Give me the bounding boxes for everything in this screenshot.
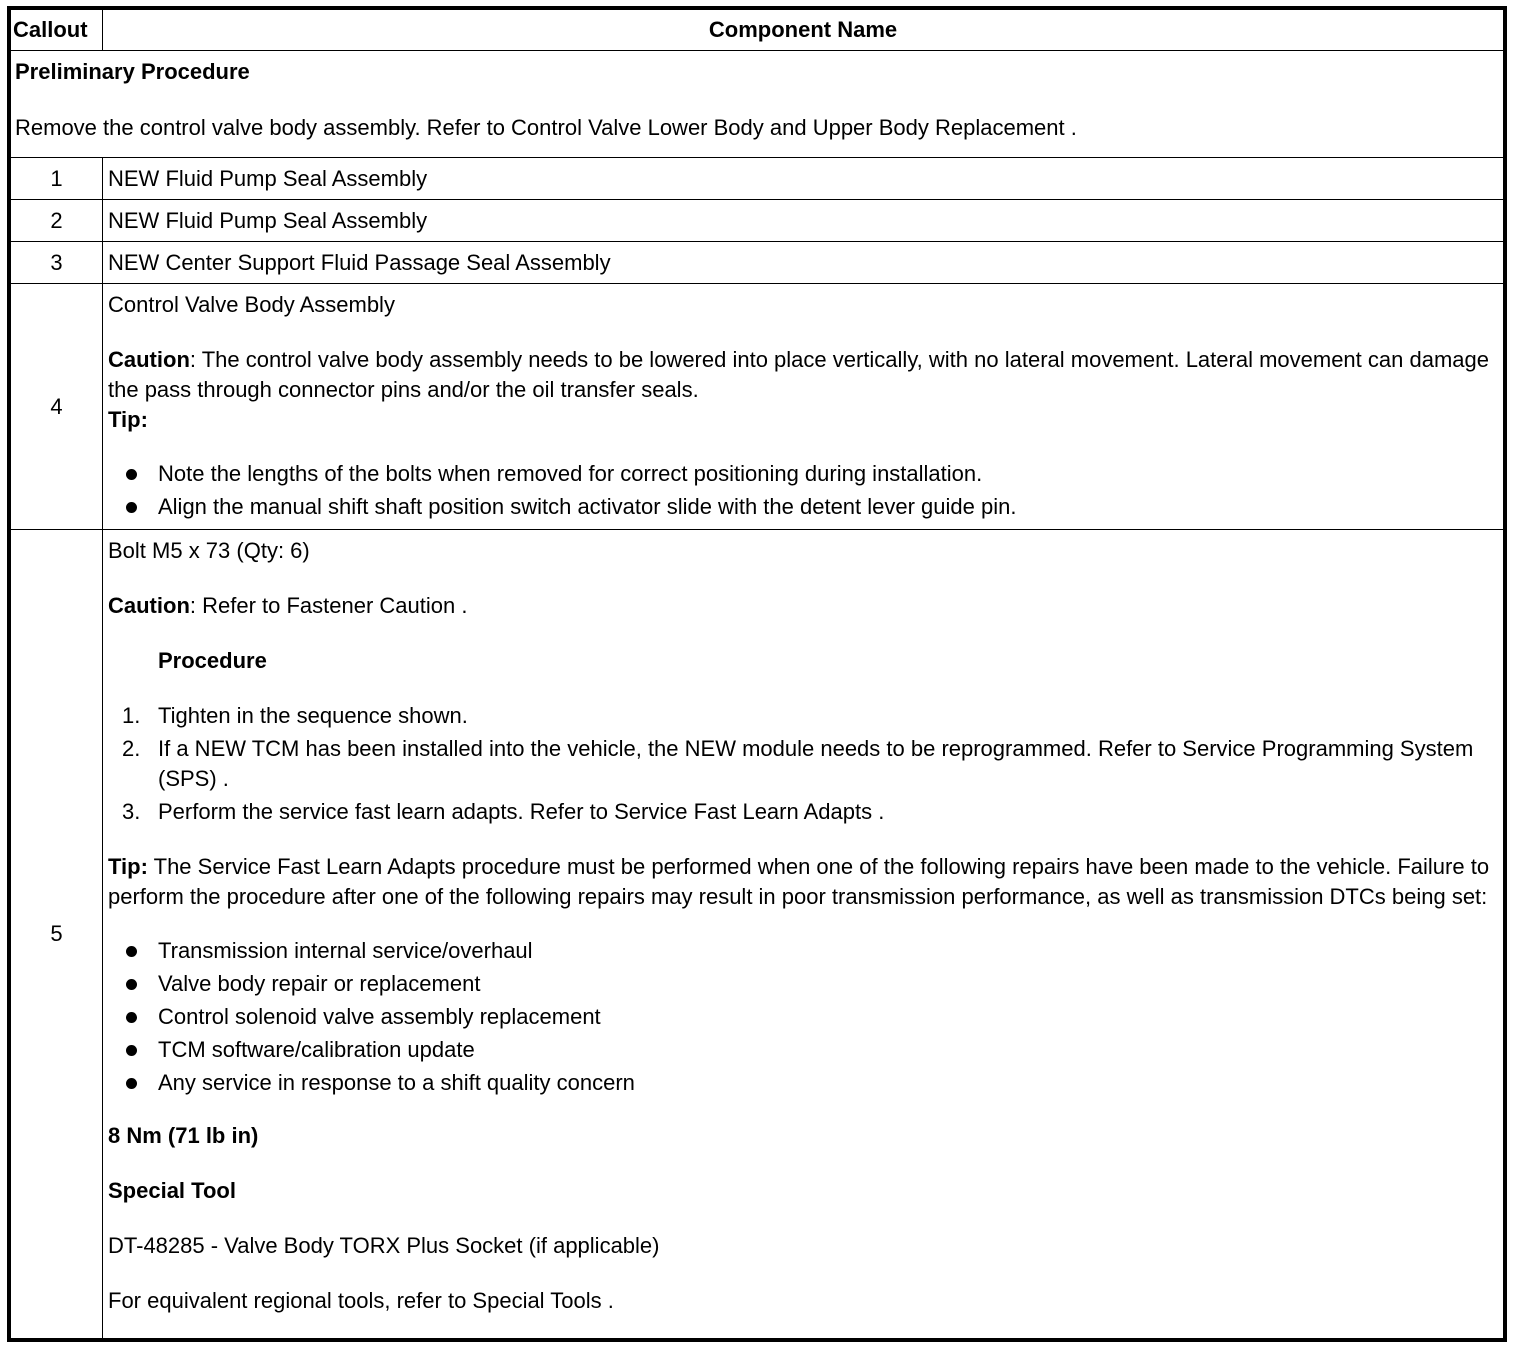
bullet-text: Transmission internal service/overhaul [158, 938, 533, 963]
component-name: NEW Center Support Fluid Passage Seal Assembly [103, 242, 1504, 284]
component-name: Control Valve Body Assembly [108, 292, 395, 317]
table-row [11, 158, 1504, 200]
caution-label: Caution [108, 593, 190, 618]
caution-label: Caution [108, 347, 190, 372]
bullet-icon [126, 1078, 137, 1089]
procedure-title: Procedure [158, 648, 267, 673]
list-item [108, 457, 1495, 490]
step-number: 2. [122, 736, 141, 761]
preliminary-row [11, 51, 1504, 158]
component-name: NEW Fluid Pump Seal Assembly [103, 200, 1504, 242]
step-number: 1. [122, 703, 141, 728]
step-number: 3. [122, 799, 141, 824]
callout-number: 2 [11, 200, 103, 242]
table-row [11, 284, 1504, 530]
step-text: If a NEW TCM has been installed into the vehicle, the NEW module needs to be reprogrammed. Refer to Service Programming System (SPS) . [158, 736, 1474, 791]
list-item [108, 734, 1495, 794]
bullet-text: TCM software/calibration update [158, 1037, 475, 1062]
table-row [11, 200, 1504, 242]
table-header-row [11, 10, 1504, 51]
list-item [108, 1066, 1495, 1099]
bullet-icon [126, 1045, 137, 1056]
bullet-icon [126, 1012, 137, 1023]
callout-number: 1 [11, 158, 103, 200]
bullet-icon [126, 946, 137, 957]
bullet-text: Control solenoid valve assembly replacement [158, 1004, 601, 1029]
table-row [11, 530, 1504, 1339]
caution-text: : Refer to Fastener Caution . [189, 593, 468, 618]
callout-number: 4 [11, 284, 103, 530]
tip-note [108, 852, 1495, 912]
tip-bullet-list [108, 457, 1495, 523]
component-table-frame [7, 6, 1507, 1342]
caution-note [108, 345, 1495, 405]
list-item [108, 934, 1495, 967]
table-row [11, 242, 1504, 284]
component-name-column-header: Component Name [103, 10, 1504, 51]
component-name: NEW Fluid Pump Seal Assembly [103, 158, 1504, 200]
repair-bullet-list [108, 934, 1495, 1099]
tip-label: Tip: [108, 854, 148, 879]
bullet-text: Align the manual shift shaft position switch activator slide with the detent lever guide pin. [158, 494, 1017, 519]
torque-spec: 8 Nm (71 lb in) [108, 1123, 259, 1148]
callout-column-header: Callout [11, 10, 103, 51]
equivalent-tools-note: For equivalent regional tools, refer to Special Tools . [108, 1288, 614, 1313]
bullet-text: Any service in response to a shift quality concern [158, 1070, 635, 1095]
callout-number: 5 [11, 530, 103, 1339]
procedure-steps [108, 701, 1495, 827]
preliminary-cell [11, 51, 1504, 158]
step-text: Perform the service fast learn adapts. Refer to Service Fast Learn Adapts . [158, 799, 885, 824]
list-item [108, 1033, 1495, 1066]
special-tool-text: DT-48285 - Valve Body TORX Plus Socket (if applicable) [108, 1233, 660, 1258]
preliminary-text: Remove the control valve body assembly. Refer to Control Valve Lower Body and Upper Body Replacement . [15, 115, 1077, 140]
bullet-icon [126, 502, 137, 513]
list-item [108, 490, 1495, 523]
bullet-text: Note the lengths of the bolts when removed for correct positioning during installation. [158, 461, 983, 486]
list-item [108, 797, 1495, 827]
callout-number: 3 [11, 242, 103, 284]
component-name: Bolt M5 x 73 (Qty: 6) [108, 538, 310, 563]
special-tool-title: Special Tool [108, 1178, 236, 1203]
preliminary-title: Preliminary Procedure [15, 59, 250, 84]
component-detail-cell [103, 284, 1504, 530]
component-table [10, 9, 1504, 1339]
step-text: Tighten in the sequence shown. [158, 703, 468, 728]
bullet-icon [126, 469, 137, 480]
caution-text: : The control valve body assembly needs to be lowered into place vertically, with no lateral movement. Lateral movement can damage the pass through connector pins and/or the oil transfer seals. [108, 347, 1489, 402]
tip-text: The Service Fast Learn Adapts procedure must be performed when one of the following repairs have been made to the vehicle. Failure to perform the procedure after one of the following repairs may result in poor transmission performance, as well as transmission DTCs being set: [108, 854, 1490, 909]
component-detail-cell [103, 530, 1504, 1339]
list-item [108, 967, 1495, 1000]
bullet-icon [126, 979, 137, 990]
bullet-text: Valve body repair or replacement [158, 971, 481, 996]
caution-note [108, 591, 1495, 621]
tip-label: Tip: [108, 407, 148, 432]
list-item [108, 1000, 1495, 1033]
list-item [108, 701, 1495, 731]
